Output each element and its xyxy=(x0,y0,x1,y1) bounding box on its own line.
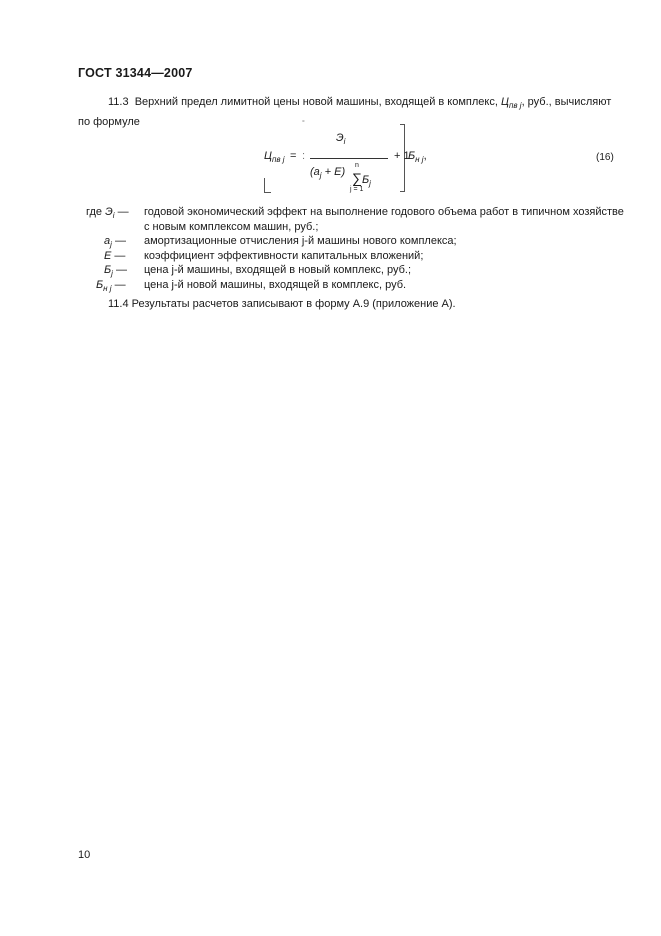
definition-row: E — коэффициент эффективности капитальных вложений; xyxy=(104,249,424,262)
price-symbol-sub: пв j xyxy=(508,101,522,110)
definition-row: с новым комплексом машин, руб.; xyxy=(144,220,319,233)
definition-row: $a_j$ — амортизационные отчисления j-й машины нового комплекса; xyxy=(104,235,457,249)
sum-symbol: $\sum Б_j$ xyxy=(352,170,371,188)
paragraph-line2: по формуле xyxy=(78,116,140,128)
definition-row: $Б_j$ — цена j-й машины, входящей в новый комплекс, руб.; xyxy=(104,264,412,278)
section-number: 11.3 xyxy=(108,96,129,108)
definition-row: где $Э_i$ — годовой экономический эффект на выполнение годового объема работ в типичном хозяйстве xyxy=(86,206,624,220)
paragraph-text-after: , руб., вычисляют xyxy=(521,96,612,108)
formula-numerator: $Э_i$ xyxy=(336,132,346,146)
formula-16: ° $Ц_{пв j}$ = : $Э_i$ $(a_j + E)$ n $\sum Б_j$ j = 1 + 1 $Б_{н j}$, xyxy=(264,120,427,193)
formula-plus-one: + 1 xyxy=(394,150,410,162)
fraction-bar xyxy=(310,158,388,159)
price-symbol: Ц xyxy=(500,96,509,108)
formula-equals: = xyxy=(290,150,297,162)
equation-number: (16) xyxy=(596,152,614,163)
paragraph-text: Верхний предел лимитной цены новой машины, входящей в комплекс, xyxy=(134,96,498,108)
left-bracket xyxy=(264,178,271,193)
paragraph-11-4: 11.4 Результаты расчетов записывают в форму А.9 (приложение А). xyxy=(108,298,456,310)
formula-denominator: $(a_j + E)$ xyxy=(310,166,346,180)
definitions-list xyxy=(78,205,638,292)
page-number: 10 xyxy=(78,849,91,861)
definition-row: $Б_{н j}$ — цена j-й новой машины, входящей в комплекс, руб. xyxy=(96,278,407,293)
formula-lhs: $Ц_{пв j}$ xyxy=(264,150,285,164)
sum-upper-limit: n xyxy=(355,162,359,169)
formula-tail: $Б_{н j}$, xyxy=(408,150,427,164)
sum-lower-limit: j = 1 xyxy=(350,186,364,193)
document-header: ГОСТ 31344—2007 xyxy=(78,66,193,80)
